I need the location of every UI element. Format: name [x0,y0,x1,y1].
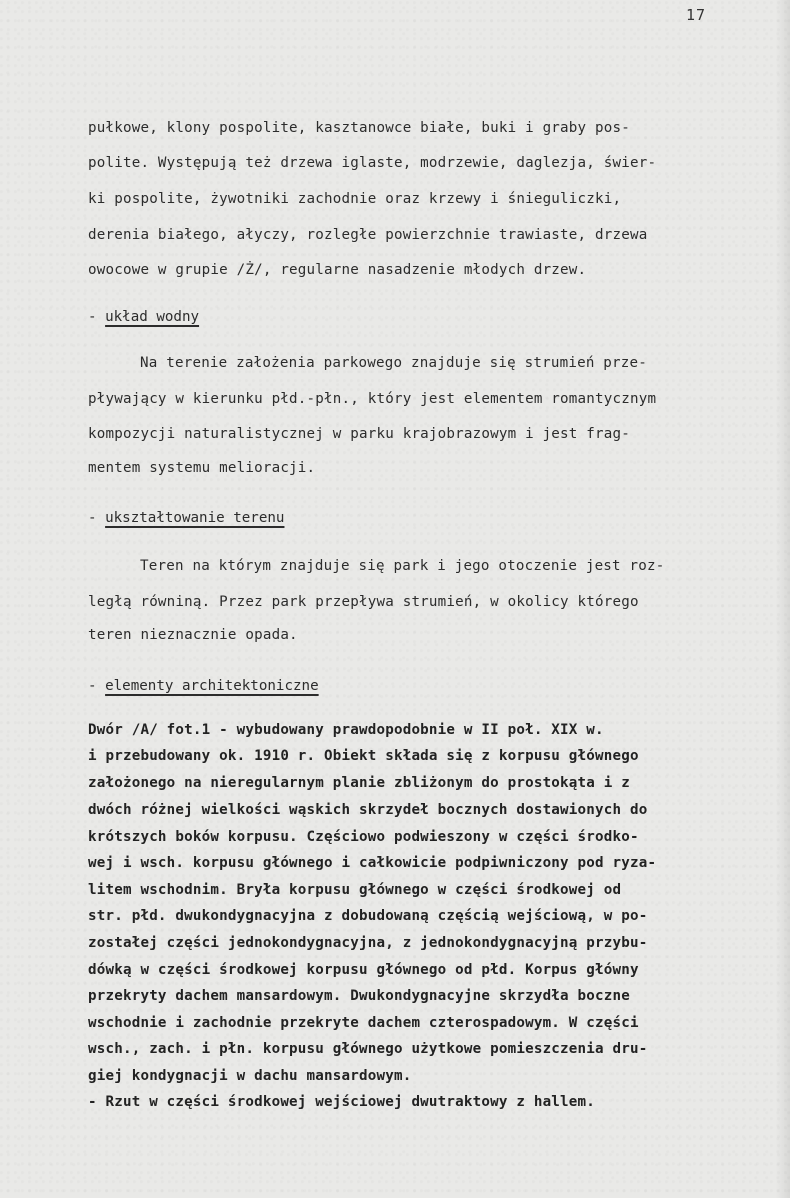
architecture-line-6: wej i wsch. korpusu głównego i całkowicie podpiwniczony pod ryza- [88,855,657,871]
architecture-line-11: przekryty dachem mansardowym. Dwukondygnacyjne skrzydła boczne [88,988,630,1004]
architecture-line-5: krótszych boków korpusu. Częściowo podwieszony w części środko- [88,829,639,845]
section-heading-terrain-text: ukształtowanie terenu [105,510,285,526]
page-number: 17 [686,6,707,24]
terrain-line-1: Teren na którym znajduje się park i jego otoczenie jest roz- [140,558,665,574]
section-heading-water: - układ wodny [88,309,200,325]
architecture-line-9: zostałej części jednokondygnacyjna, z jednokondygnacyjną przybu- [88,935,648,951]
section-heading-architecture: - elementy architektoniczne [88,678,319,694]
water-line-3: kompozycji naturalistycznej w parku krajobrazowym i jest frag- [88,426,630,442]
water-line-1: Na terenie założenia parkowego znajduje się strumień prze- [140,355,648,371]
section-heading-water-text: układ wodny [105,309,200,325]
architecture-line-12: wschodnie i zachodnie przekryte dachem czterospadowym. W części [88,1015,639,1031]
intro-line-3: ki pospolite, żywotniki zachodnie oraz krzewy i śnieguliczki, [88,191,622,207]
architecture-line-15: - Rzut w części środkowej wejściowej dwutraktowy z hallem. [88,1094,596,1110]
architecture-line-13: wsch., zach. i płn. korpusu głównego użytkowe pomieszczenia dru- [88,1041,648,1057]
intro-line-5: owocowe w grupie /Ż/, regularne nasadzenie młodych drzew. [88,262,587,278]
architecture-line-8: str. płd. dwukondygnacyjna z dobudowaną częścią wejściową, w po- [88,908,648,924]
intro-line-4: derenia białego, ałyczy, rozległe powierzchnie trawiaste, drzewa [88,227,648,243]
terrain-line-3: teren nieznacznie opada. [88,627,298,643]
architecture-line-10: dówką w części środkowej korpusu głównego od płd. Korpus główny [88,962,639,978]
section-heading-terrain: - ukształtowanie terenu [88,510,285,526]
intro-line-2: polite. Występują też drzewa iglaste, modrzewie, daglezja, świer- [88,155,657,171]
water-line-2: pływający w kierunku płd.-płn., który jest elementem romantycznym [88,391,657,407]
architecture-line-7: litem wschodnim. Bryła korpusu głównego w części środkowej od [88,882,622,898]
architecture-line-4: dwóch różnej wielkości wąskich skrzydeł bocznych dostawionych do [88,802,648,818]
page-edge-shadow [776,0,790,1198]
terrain-line-2: ległą równiną. Przez park przepływa strumień, w okolicy którego [88,594,639,610]
architecture-line-1: Dwór /A/ fot.1 - wybudowany prawdopodobnie w II poł. XIX w. [88,722,604,738]
architecture-line-14: giej kondygnacji w dachu mansardowym. [88,1068,412,1084]
architecture-line-2: i przebudowany ok. 1910 r. Obiekt składa się z korpusu głównego [88,748,639,764]
section-heading-architecture-text: elementy architektoniczne [105,678,319,694]
architecture-line-3: założonego na nieregularnym planie zbliżonym do prostokąta i z [88,775,630,791]
water-line-4: mentem systemu melioracji. [88,460,316,476]
intro-line-1: pułkowe, klony pospolite, kasztanowce białe, buki i graby pos- [88,120,630,136]
